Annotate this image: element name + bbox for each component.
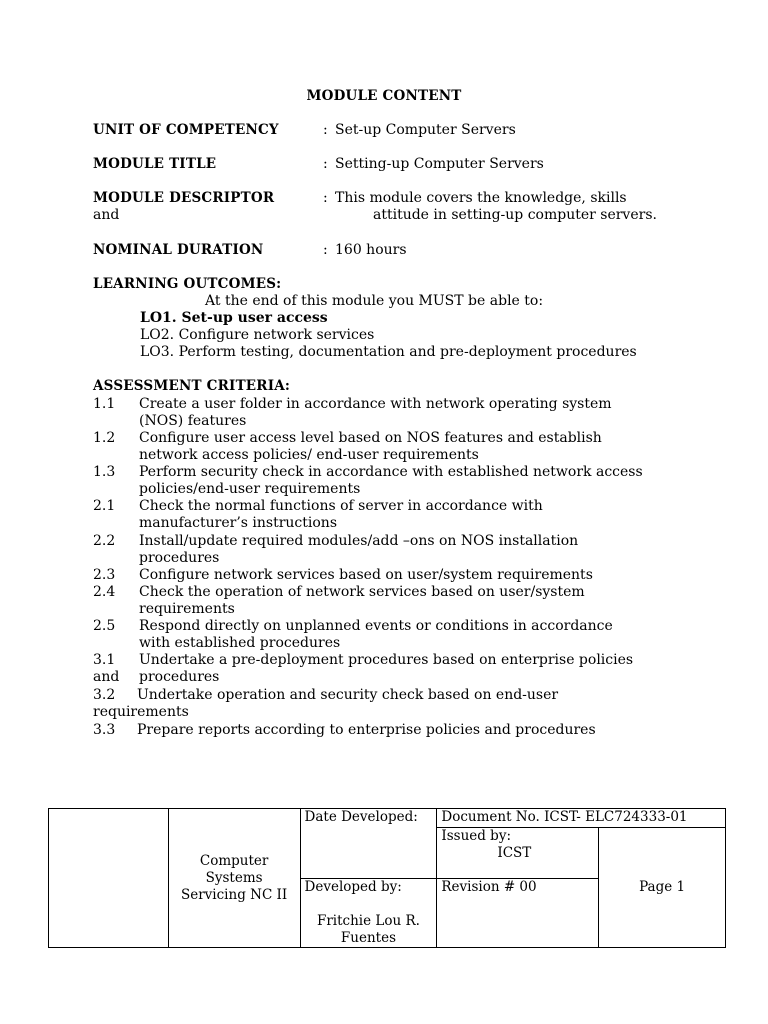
criterion-text-cont: manufacturer’s instructions — [139, 515, 338, 531]
criterion-text: Configure network services based on user/system requirements — [139, 567, 593, 583]
criterion-number: 3.3 — [93, 722, 116, 738]
criterion-number: 2.1 — [93, 498, 116, 514]
criterion-text: Perform security check in accordance with established network access — [139, 464, 643, 480]
learning-outcome-item: LO1. Set-up user access — [140, 310, 328, 326]
assessment-criteria-heading: ASSESSMENT CRITERIA: — [93, 378, 291, 394]
issued-by-value: ICST — [497, 845, 532, 861]
footer-blank-cell — [49, 809, 169, 948]
criterion-text-cont: procedures — [139, 669, 220, 685]
criterion-text-cont: (NOS) features — [139, 413, 247, 429]
footer-date-developed-cell — [300, 809, 437, 879]
field-label: MODULE TITLE — [93, 156, 217, 172]
criterion-number: 2.3 — [93, 567, 116, 583]
learning-outcome-item: LO3. Perform testing, documentation and pre-deployment procedures — [140, 344, 637, 360]
criterion-number: 1.1 — [93, 396, 116, 412]
document-footer-table — [48, 808, 726, 948]
criterion-text-cont: requirements — [93, 704, 189, 720]
issued-by-label: Issued by: — [441, 828, 511, 844]
learning-outcome-item: LO2. Configure network services — [140, 327, 375, 343]
footer-issued-by-cell — [437, 828, 599, 879]
criterion-number: 2.4 — [93, 584, 116, 600]
criterion-text-cont: with established procedures — [139, 635, 341, 651]
footer-program-cell — [168, 809, 300, 948]
field-colon: : — [323, 242, 328, 258]
criterion-text-cont: requirements — [139, 601, 235, 617]
criterion-number: 3.2 — [93, 687, 116, 703]
date-developed-label: Date Developed: — [304, 809, 418, 825]
footer-revision-cell — [437, 879, 599, 948]
criterion-number: 2.2 — [93, 533, 116, 549]
criterion-text: Prepare reports according to enterprise policies and procedures — [137, 722, 596, 738]
field-value: Setting-up Computer Servers — [335, 156, 544, 172]
descriptor-overflow: and — [93, 207, 120, 223]
program-line: Computer — [199, 852, 269, 869]
criterion-text: Create a user folder in accordance with network operating system — [139, 396, 612, 412]
criterion-number: 3.1 — [93, 652, 116, 668]
developer-name-line: Fritchie Lou R. — [316, 913, 420, 929]
field-label: NOMINAL DURATION — [93, 242, 264, 258]
page-number: Page 1 — [639, 879, 686, 895]
field-colon: : — [323, 190, 328, 206]
criterion-number: 2.5 — [93, 618, 116, 634]
footer-page-cell — [599, 828, 726, 948]
criterion-text: Respond directly on unplanned events or conditions in accordance — [139, 618, 613, 634]
criterion-text-cont: procedures — [139, 550, 220, 566]
criterion-number: 1.3 — [93, 464, 116, 480]
field-value: Set-up Computer Servers — [335, 122, 516, 138]
module-descriptor-row — [93, 190, 713, 207]
field-colon: : — [323, 156, 328, 172]
criterion-text: Check the operation of network services based on user/system — [139, 584, 585, 600]
document-number: Document No. ICST- ELC724333-01 — [441, 809, 688, 825]
nominal-duration-row — [93, 242, 713, 259]
criterion-text: Configure user access level based on NOS features and establish — [139, 430, 602, 446]
footer-developed-by-cell — [300, 879, 437, 948]
field-value: 160 hours — [335, 242, 407, 258]
program-line: Servicing NC II — [180, 886, 288, 903]
program-line: Systems — [205, 869, 263, 886]
field-colon: : — [323, 122, 328, 138]
criterion-text: Check the normal functions of server in accordance with — [139, 498, 543, 514]
field-label: UNIT OF COMPETENCY — [93, 122, 279, 138]
criterion-number: 1.2 — [93, 430, 116, 446]
criterion-text-prefix: and — [93, 669, 120, 685]
footer-document-no-cell — [437, 809, 726, 828]
developed-by-label: Developed by: — [304, 879, 402, 895]
criterion-text: Install/update required modules/add –ons on NOS installation — [139, 533, 579, 549]
field-value: This module covers the knowledge, skills — [335, 190, 627, 206]
criterion-text-cont: policies/end-user requirements — [139, 481, 361, 497]
criterion-text: Undertake operation and security check based on end-user — [137, 687, 559, 703]
page-title: MODULE CONTENT — [306, 88, 462, 104]
criterion-text: Undertake a pre-deployment procedures based on enterprise policies — [139, 652, 634, 668]
descriptor-continuation: attitude in setting-up computer servers. — [373, 207, 657, 223]
field-label: MODULE DESCRIPTOR — [93, 190, 275, 206]
revision-number: Revision # 00 — [441, 879, 537, 895]
learning-outcomes-heading: LEARNING OUTCOMES: — [93, 276, 282, 292]
learning-outcomes-intro: At the end of this module you MUST be able to: — [205, 293, 544, 309]
unit-of-competency-row — [93, 122, 713, 139]
module-title-row — [93, 156, 713, 173]
criterion-text-cont: network access policies/ end-user requirements — [139, 447, 479, 463]
developer-name-line: Fuentes — [340, 930, 396, 946]
